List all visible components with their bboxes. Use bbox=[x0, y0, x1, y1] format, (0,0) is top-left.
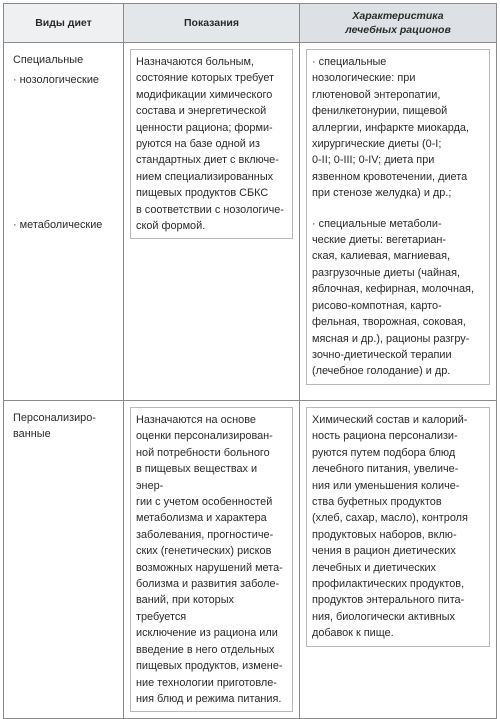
diet-types-table bbox=[3, 3, 497, 719]
characteristics-text: Химический состав и калорий- ность рациона персонализи- руются путем подбора блюд лечебного питания, увеличе- ния или уменьшения количе- ства буфетных продуктов (хлеб, сахар, масло), контроля продуктовых наборов, вклю- чения в рацион диетических лечебных и диетических профилактических продуктов, продуктов энтерального пита- ния, биологически активных добавок к пище. bbox=[306, 407, 490, 647]
table-row bbox=[4, 43, 497, 401]
header-diet-types: Виды диет bbox=[4, 4, 124, 43]
diet-type-title: Специальные bbox=[13, 54, 84, 66]
diet-subtype-metabolic: · метаболические bbox=[13, 218, 103, 231]
indications-text: Назначаются больным, состояние которых требует модификации химического состава и энергетической ценности рациона; форми- руются на базе одной из стандартных диет с включе- нием специализированных пищевых продуктов СБКС в соответствии с нозологиче- ской формой. bbox=[130, 49, 293, 239]
cell-indications bbox=[124, 43, 300, 401]
characteristics-nosological: · специальные нозологические: при глютеновой энтеропатии, фенилкетонурии, пищевой аллергии, инфаркте миокарда, хирургические диеты (0-I; 0-II; 0-III; 0-IV; диета при язвенном кровотечении, диета при стенозе желудка) и др.; bbox=[312, 56, 470, 200]
diet-type-title: Персонализиро- ванные bbox=[13, 412, 96, 441]
diet-subtype-nosological: · нозологические bbox=[13, 74, 99, 87]
cell-characteristics bbox=[300, 401, 497, 719]
cell-diet-type bbox=[4, 401, 124, 719]
indications-text: Назначаются на основе оценки персонализирован- ной потребности больного в пищевых веществах и энер- гии с учетом особенностей метаболизма и характера заболевания, прогностиче- ских (генетических) рисков возможных нарушений мета- болизма и развития заболе- ваний, при которых требуется исключение из рациона или введение в него отдельных пищевых продуктов, измене- ние технологии приготовле- ния блюд и режима питания. bbox=[130, 407, 293, 712]
header-ration-characteristics: Характеристика лечебных рационов bbox=[300, 4, 497, 43]
header-indications: Показания bbox=[124, 4, 300, 43]
table-row bbox=[4, 401, 497, 719]
table-header-row bbox=[4, 4, 497, 43]
cell-diet-type bbox=[4, 43, 124, 401]
characteristics-metabolic: · специальные метаболи- ческие диеты: вегетариан- ская, калиевая, магниевая, разгрузочные диеты (чайная, яблочная, кефирная, молочная, рисово-компотная, карто- фельная, творожная, соковая, мясная и др.), рационы разгру- зочно-диетической терапии (лечебное голодание) и др. bbox=[312, 217, 474, 378]
cell-characteristics bbox=[300, 43, 497, 401]
cell-indications bbox=[124, 401, 300, 719]
